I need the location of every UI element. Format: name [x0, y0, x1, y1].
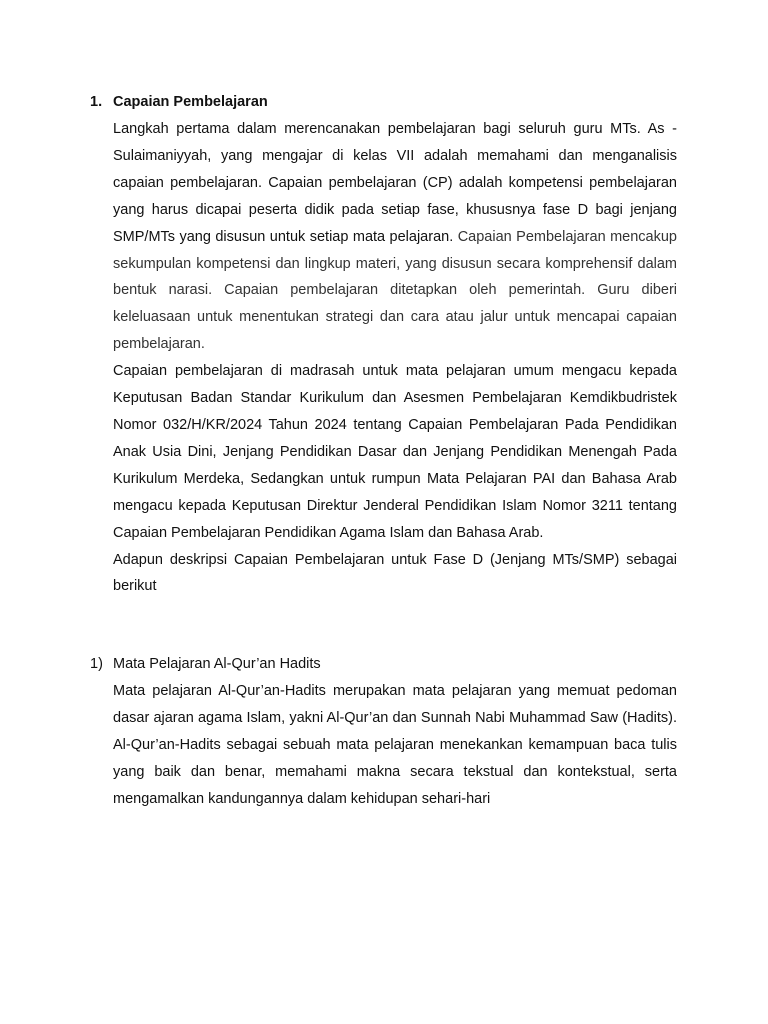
section-title: Capaian Pembelajaran [113, 94, 268, 110]
section-number: 1. [90, 94, 103, 110]
paragraph [113, 116, 677, 358]
section-heading [90, 89, 677, 116]
subsection-number: 1) [90, 656, 103, 672]
subsection-title: Mata Pelajaran Al-Qur’an Hadits [113, 656, 321, 672]
paragraph: Mata pelajaran Al-Qur’an-Hadits merupakan mata pelajaran yang memuat pedoman dasar ajaran agama Islam, yakni Al-Qur’an dan Sunnah Nabi Muhammad Saw (Hadits). Al-Qur’an-Hadits sebagai sebuah mata pelajaran menekankan kemampuan baca tulis yang baik dan benar, memahami makna secara tekstual dan kontekstual, serta mengamalkan kandungannya dalam kehidupan sehari-hari [113, 683, 677, 807]
paragraph-text: Capaian Pembelajaran mencakup sekumpulan kompetensi dan lingkup materi, yang disusun secara komprehensif dalam bentuk narasi. Capaian pembelajaran ditetapkan oleh pemerintah. Guru diberi keleluasaan untuk menentukan strategi dan cara atau jalur untuk mencapai capaian pembelajaran. [113, 228, 677, 353]
paragraph: Capaian pembelajaran di madrasah untuk mata pelajaran umum mengacu kepada Keputusan Badan Standar Kurikulum dan Asesmen Pembelajaran Kemdikbudristek Nomor 032/H/KR/2024 Tahun 2024 tentang Capaian Pembelajaran Pada Pendidikan Anak Usia Dini, Jenjang Pendidikan Dasar dan Jenjang Pendidikan Menengah Pada Kurikulum Merdeka, Sedangkan untuk rumpun Mata Pelajaran PAI dan Bahasa Arab mengacu kepada Keputusan Direktur Jenderal Pendidikan Islam Nomor 3211 tentang Capaian Pembelajaran Pendidikan Agama Islam dan Bahasa Arab. [113, 363, 677, 541]
section-al-quran-hadits [90, 651, 677, 813]
paragraph: Adapun deskripsi Capaian Pembelajaran untuk Fase D (Jenjang MTs/SMP) sebagai berikut [113, 551, 677, 595]
subsection-heading [90, 651, 677, 678]
paragraph-text: Langkah pertama dalam merencanakan pembelajaran bagi seluruh guru MTs. As - Sulaimaniyyah, yang mengajar di kelas VII adalah memahami dan menganalisis capaian pembelajaran. Capaian pembelajaran (CP) adalah kompetensi pembelajaran yang harus dicapai peserta didik pada setiap fase, khususnya fase D bagi jenjang SMP/MTs yang disusun untuk setiap mata pelajaran. [113, 121, 677, 245]
section-capaian-pembelajaran [90, 89, 677, 600]
